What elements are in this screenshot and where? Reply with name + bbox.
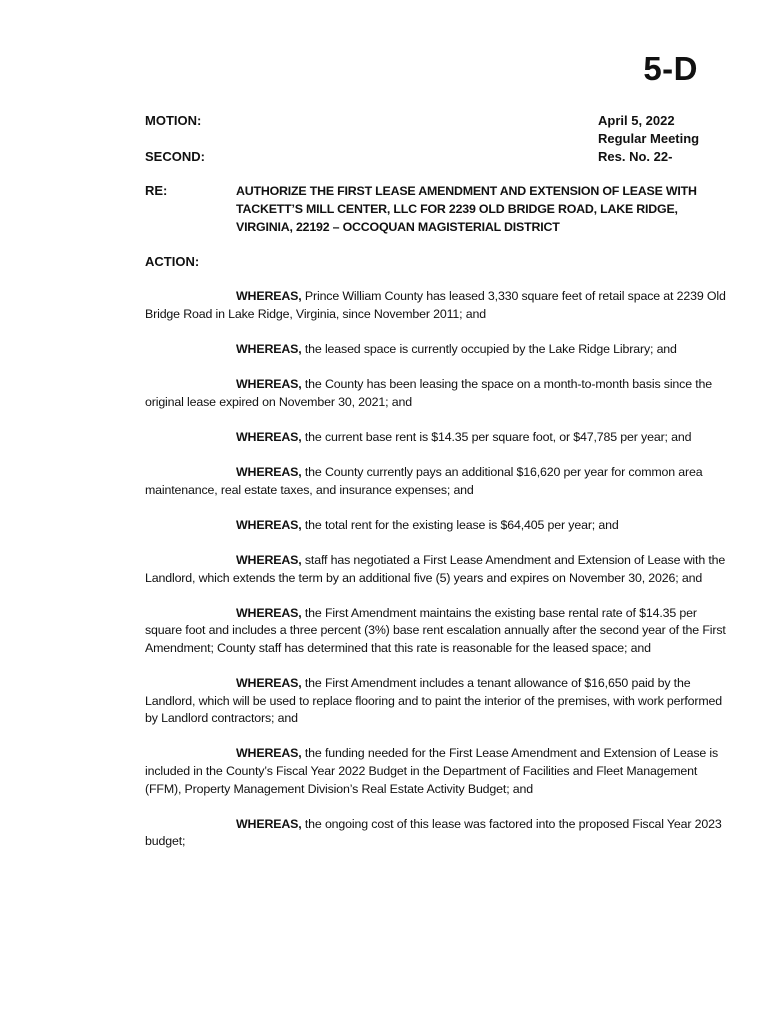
action-label: ACTION:: [145, 254, 200, 269]
whereas-keyword: WHEREAS,: [236, 429, 302, 444]
whereas-paragraph: [145, 675, 727, 728]
whereas-paragraph: [145, 745, 727, 798]
paragraph-text: staff has negotiated a First Lease Amendment and Extension of Lease with the Landlord, which extends the term by an additional five (5) years and expires on November 30, 2026; and: [145, 552, 726, 585]
header-spacer: [145, 130, 205, 148]
paragraph-text: the total rent for the existing lease is $64,405 per year; and: [301, 517, 619, 532]
whereas-keyword: WHEREAS,: [236, 816, 302, 831]
paragraph-text: the funding needed for the First Lease Amendment and Extension of Lease is included in the County’s Fiscal Year 2022 Budget in the Department of Facilities and Fleet Management (FFM), Property Management Division’s Real Estate Activity Budget; and: [145, 746, 719, 796]
header-left-labels: [145, 112, 205, 166]
paragraph-text: the leased space is currently occupied by the Lake Ridge Library; and: [301, 341, 677, 356]
whereas-keyword: WHEREAS,: [236, 552, 302, 567]
whereas-paragraph: [145, 464, 727, 499]
paragraph-text: the First Amendment includes a tenant allowance of $16,650 paid by the Landlord, which will be used to replace flooring and to paint the interior of the premises, with work performed by Landlord contractors; and: [145, 676, 723, 726]
whereas-keyword: WHEREAS,: [236, 376, 302, 391]
meeting-date: April 5, 2022: [598, 113, 675, 128]
whereas-keyword: WHEREAS,: [236, 464, 302, 479]
resolution-number: Res. No. 22-: [598, 149, 673, 164]
paragraph-text: Prince William County has leased 3,330 square feet of retail space at 2239 Old Bridge Road in Lake Ridge, Virginia, since November 2011; and: [145, 289, 726, 321]
agenda-item-number: 5-D: [643, 50, 698, 87]
whereas-paragraph: [145, 341, 727, 359]
whereas-keyword: WHEREAS,: [236, 746, 302, 761]
re-label: RE:: [145, 183, 168, 198]
whereas-keyword: WHEREAS,: [236, 605, 302, 620]
whereas-keyword: WHEREAS,: [236, 341, 302, 356]
paragraph-text: the County has been leasing the space on a month-to-month basis since the original lease expired on November 30, 2021; and: [145, 376, 713, 409]
whereas-paragraph: [145, 376, 727, 411]
whereas-keyword: WHEREAS,: [236, 676, 302, 691]
whereas-paragraph: [145, 552, 727, 587]
paragraph-text: the County currently pays an additional $16,620 per year for common area maintenance, real estate taxes, and insurance expenses; and: [145, 464, 703, 497]
whereas-paragraph: [145, 517, 727, 535]
resolution-body: [145, 288, 727, 869]
whereas-paragraph: [145, 605, 727, 658]
paragraph-text: the First Amendment maintains the existing base rental rate of $14.35 per square foot and includes a three percent (3%) base rent escalation annually after the second year of the First Amendment; County staff has determined that this rate is reasonable for the leased space; and: [145, 605, 726, 655]
motion-label: MOTION:: [145, 113, 202, 128]
second-label: SECOND:: [145, 149, 205, 164]
whereas-paragraph: [145, 429, 727, 447]
paragraph-text: the current base rent is $14.35 per square foot, or $47,785 per year; and: [301, 429, 692, 444]
whereas-keyword: WHEREAS,: [236, 289, 302, 303]
re-subject: AUTHORIZE THE FIRST LEASE AMENDMENT AND EXTENSION OF LEASE WITH TACKETT’S MILL CENTER, LLC FOR 2239 OLD BRIDGE ROAD, LAKE RIDGE, VIRGINIA, 22192 – OCCOQUAN MAGISTERIAL DISTRICT: [236, 184, 697, 234]
meeting-type: Regular Meeting: [598, 131, 700, 146]
whereas-paragraph: [145, 816, 727, 851]
whereas-keyword: WHEREAS,: [236, 517, 302, 532]
header-right-info: [598, 112, 699, 166]
paragraph-text: the ongoing cost of this lease was factored into the proposed Fiscal Year 2023 budget;: [145, 816, 722, 849]
whereas-paragraph: [145, 288, 727, 323]
